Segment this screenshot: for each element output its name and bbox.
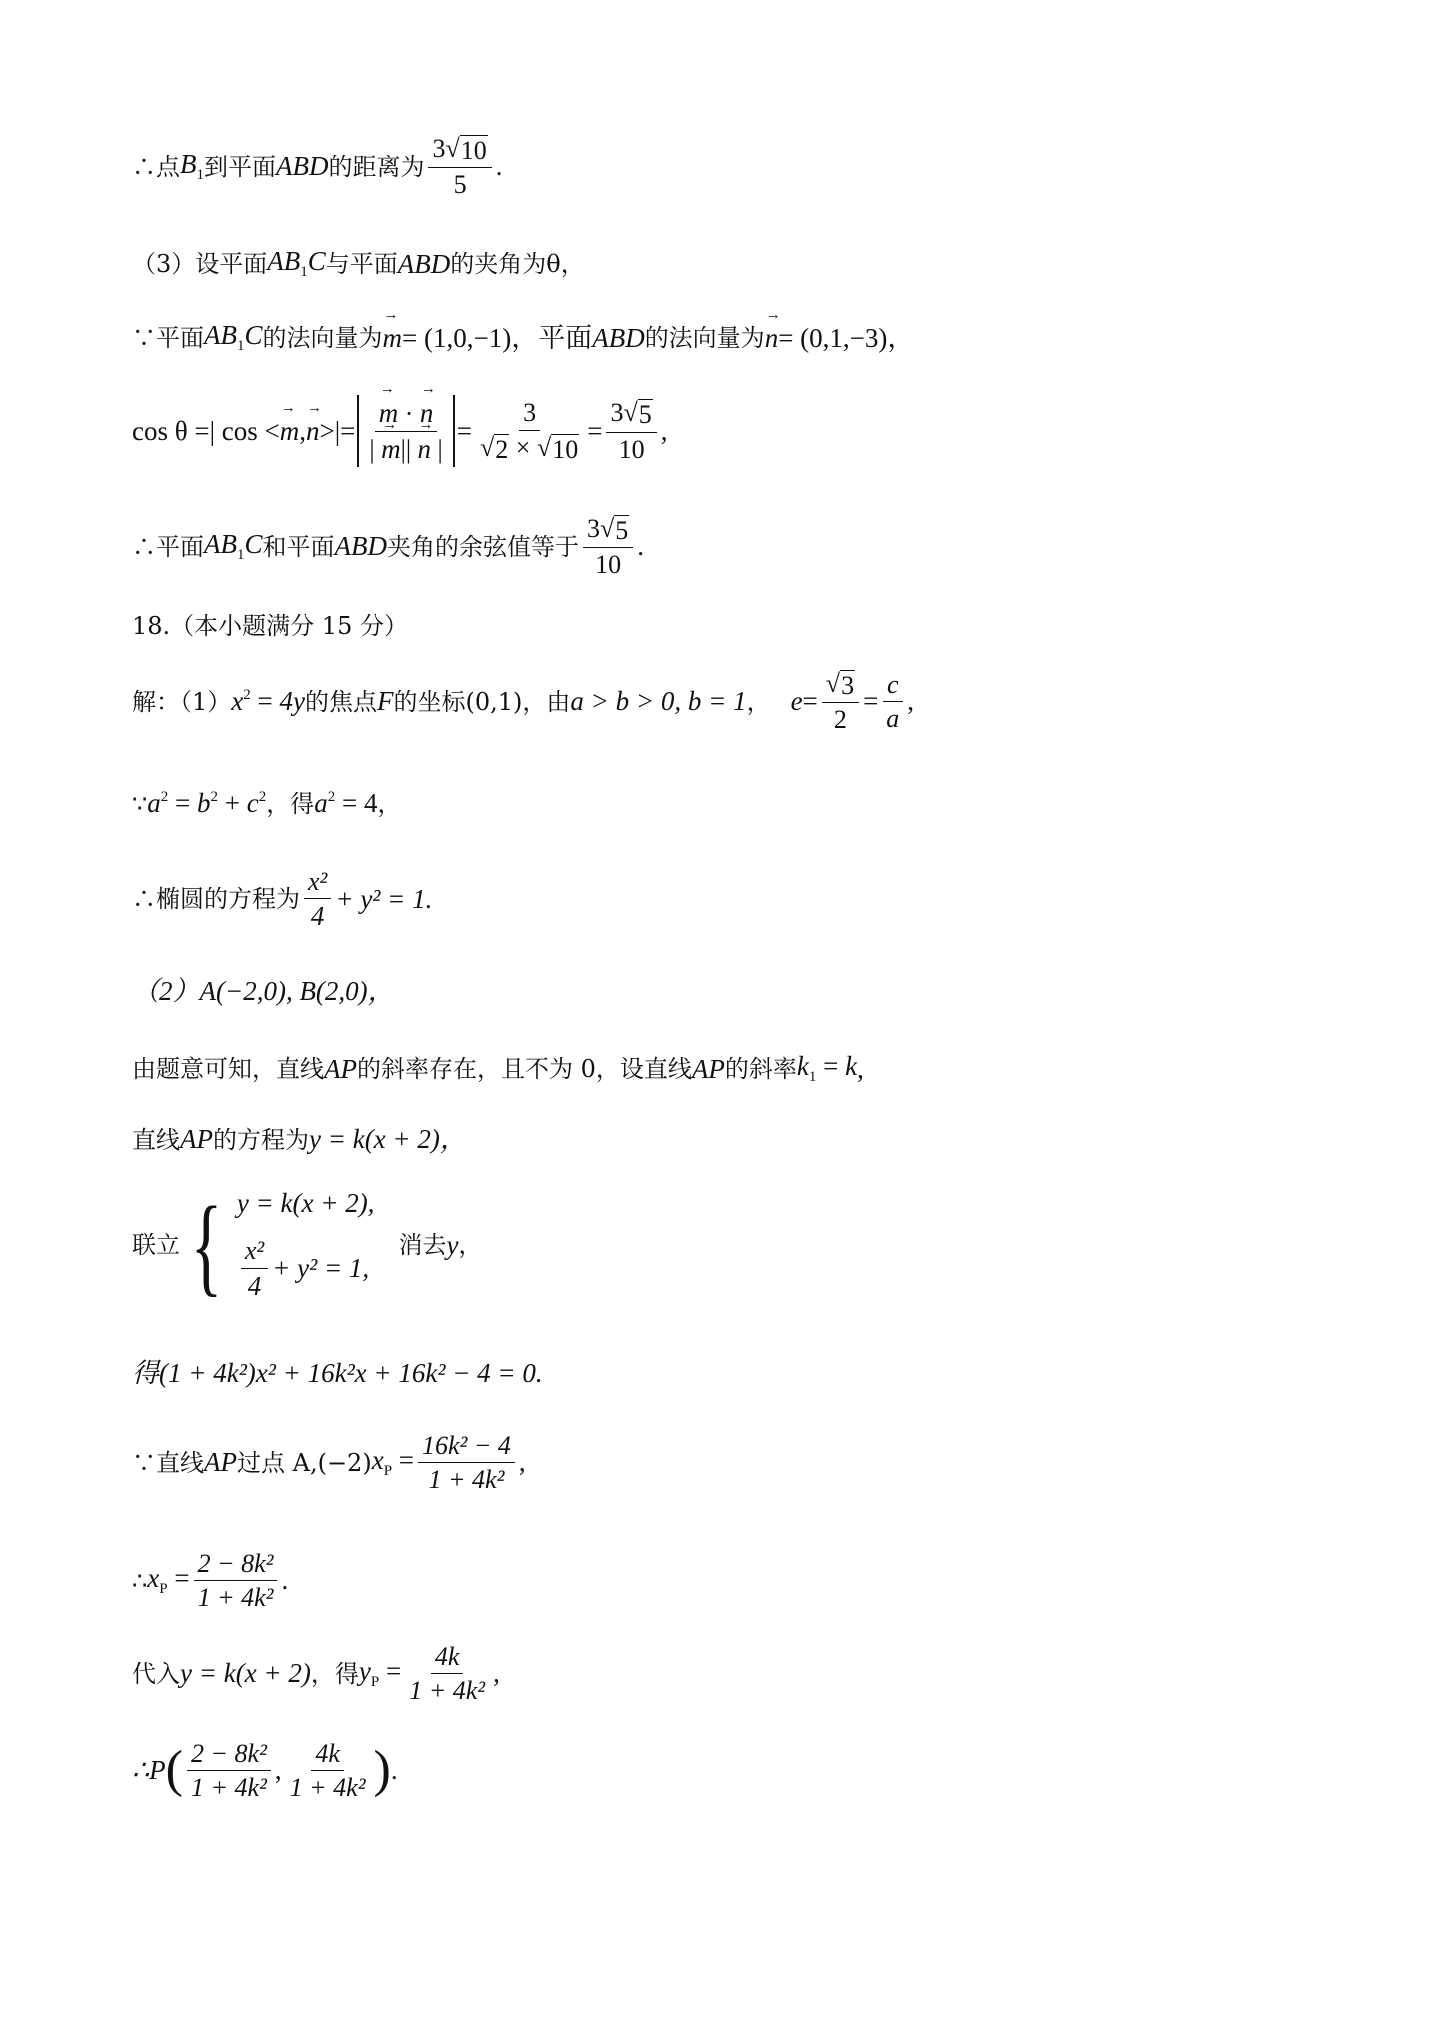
text: ∴平面: [132, 532, 204, 561]
equals: =: [802, 686, 818, 717]
text: 由题意可知，直线: [132, 1055, 324, 1083]
line-xp: [132, 1550, 288, 1612]
denominator: 1 + 4k²: [409, 1676, 486, 1706]
denominator: 10: [595, 550, 622, 580]
denominator: 10: [618, 434, 645, 464]
text: 的距离为: [328, 152, 425, 181]
text: 到平面: [204, 152, 276, 181]
system-row-2: [237, 1237, 375, 1300]
period: .: [281, 1565, 289, 1596]
equals: =: [456, 415, 472, 446]
text: ∵平面: [132, 324, 204, 352]
line-normal-vectors: [132, 322, 914, 354]
text: 消去: [398, 1231, 447, 1259]
line-ap: AP: [180, 1124, 213, 1154]
fraction-c-over-a: [882, 671, 903, 733]
text: ∵直线: [132, 1448, 204, 1477]
period: .: [390, 1755, 398, 1786]
radicand: 10: [552, 434, 579, 464]
text: ∴椭圆的方程为: [132, 885, 300, 914]
denominator: 4: [310, 901, 325, 932]
fraction-value: 3 √ 2 × √ 10: [479, 398, 579, 464]
text: 夹角的余弦值等于: [387, 532, 579, 561]
denominator: 5: [453, 170, 467, 200]
vector-n: → n: [418, 435, 432, 463]
numerator: 2 − 8k²: [194, 1550, 278, 1581]
condition: a > b > 0, b = 1: [570, 686, 747, 717]
question-18-heading: [132, 614, 408, 638]
fraction: 3 √ 10 5: [428, 135, 491, 199]
denominator: a: [886, 704, 900, 734]
fraction-sqrt3-over-2: √ 3 2: [822, 670, 859, 734]
line-ap-equation: [132, 1126, 467, 1153]
heading-text: 18.（本小题满分 15 分）: [132, 612, 408, 640]
period: .: [637, 531, 645, 562]
text: 过点 A,(−2): [237, 1448, 372, 1477]
comma: ,: [493, 1658, 500, 1689]
text: = (1,0,−1)，平面: [402, 322, 593, 353]
text: ，: [377, 789, 402, 818]
slope-eq: $k_1 = k$: [796, 1051, 858, 1085]
therefore-text: ∴点: [132, 152, 180, 181]
comma: ,: [660, 415, 668, 446]
yp-label: $y_P$ =: [358, 1655, 402, 1690]
comma: ,: [857, 1053, 864, 1084]
fraction-x2-over-4: [241, 1237, 268, 1300]
cos-label: cos θ =| cos <: [132, 415, 280, 446]
denominator: 1 + 4k²: [191, 1773, 267, 1803]
points-text: （2）A(−2,0), B(2,0)，: [132, 976, 395, 1006]
radicand: 3: [841, 671, 855, 700]
denominator: 1 + 4k²: [289, 1773, 366, 1803]
text: 代入: [132, 1659, 180, 1688]
radicand: 5: [615, 516, 629, 545]
text: = (0,1,−3)，: [778, 322, 915, 353]
abs-bar-left: [357, 395, 359, 467]
text: ∴: [132, 1566, 148, 1595]
denominator: 4: [247, 1270, 262, 1301]
line-distance-b1: [132, 135, 503, 199]
line-vieta: [132, 1432, 526, 1494]
xp-label: $x_P$ =: [147, 1562, 190, 1597]
line-point-p: [132, 1740, 398, 1802]
vector-m: → m: [280, 418, 300, 445]
coef: 3: [610, 398, 624, 428]
fraction-xp: [187, 1740, 271, 1802]
fraction-answer: 3 √ 5 10: [606, 399, 656, 463]
text: 的法向量为: [644, 324, 765, 352]
fraction-product: [418, 1432, 515, 1494]
period: .: [495, 151, 503, 182]
vector-n: → n: [306, 418, 320, 445]
text: 与平面: [325, 250, 398, 278]
fraction-yp: [405, 1643, 489, 1705]
text: 联立: [132, 1231, 180, 1259]
numerator: x²: [241, 1237, 268, 1268]
equals: =: [863, 686, 879, 717]
plane-ab1c: $AB_1C$: [267, 246, 326, 280]
plane-abd: ABD: [276, 151, 329, 182]
text: 的坐标(0,1)，由: [393, 687, 571, 716]
abs-bar-right: [453, 395, 455, 467]
text: ，: [458, 1231, 483, 1259]
right-paren: ): [373, 1741, 391, 1799]
numerator: 4k: [311, 1740, 344, 1771]
fraction-xp: [194, 1550, 278, 1612]
fraction-x2-over-4: [304, 868, 331, 931]
text: ，得: [266, 789, 315, 818]
vector-n: → n: [420, 399, 434, 427]
equation: y = k(x + 2): [180, 1658, 311, 1689]
radicand: 10: [460, 136, 487, 165]
fraction-answer: 3 √ 5 10: [583, 515, 633, 579]
text: （3）设平面: [132, 250, 268, 278]
numerator: 2 − 8k²: [187, 1740, 271, 1771]
line-a-squared: [132, 790, 401, 817]
text: 直线: [132, 1125, 180, 1154]
left-brace: {: [190, 1184, 223, 1306]
left-paren: (: [165, 1741, 183, 1799]
line-ap: AP: [204, 1447, 237, 1478]
equation-tail: + y² = 1.: [335, 883, 433, 914]
line-system: [132, 1184, 483, 1306]
line-ellipse-equation: [132, 868, 432, 931]
comma: ,: [518, 1447, 526, 1478]
denominator: 2: [833, 705, 847, 735]
plane-abd: ABD: [334, 531, 387, 562]
plane-abd: ABD: [397, 248, 451, 279]
coef: 3: [587, 514, 600, 543]
comma: ,: [274, 1755, 282, 1786]
text: 的焦点: [304, 687, 377, 716]
denominator: 1 + 4k²: [197, 1583, 274, 1613]
radicand: 5: [638, 400, 652, 430]
text: 的斜率存在，且不为 0，设直线: [357, 1055, 692, 1083]
equation-system: [237, 1190, 375, 1300]
vector-n: → n: [765, 325, 779, 352]
parabola: $x^2 = 4y$: [231, 686, 305, 717]
focus-f: F: [376, 686, 394, 717]
system-row-1: y = k(x + 2),: [236, 1188, 375, 1218]
line-ap: AP: [324, 1053, 357, 1084]
text: 的法向量为: [262, 324, 383, 352]
point-p: ∴P: [132, 1755, 166, 1786]
line-ap: AP: [691, 1053, 725, 1084]
text: 的夹角为θ，: [450, 250, 585, 278]
plane-abd: ABD: [592, 322, 645, 353]
plane-ab1c: $AB_1C$: [204, 320, 263, 354]
equation: $a^2 = 4$: [314, 788, 378, 818]
xp-label: $x_P$ =: [371, 1444, 415, 1479]
comma: ,: [907, 686, 915, 717]
numerator: x²: [304, 868, 331, 899]
numerator: c: [883, 671, 903, 702]
line-points-ab: [132, 978, 395, 1005]
text: 的方程为: [213, 1125, 309, 1154]
equation: y = k(x + 2)，: [309, 1124, 467, 1154]
numerator: 4k: [431, 1643, 464, 1674]
line-cos-conclusion: [132, 515, 644, 579]
text: ，: [746, 687, 771, 716]
line-angle-theta: [132, 248, 585, 280]
quadratic-equation: 得(1 + 4k²)x² + 16k²x + 16k² − 4 = 0.: [132, 1358, 543, 1388]
comma: ,: [299, 415, 307, 446]
row-tail: + y² = 1,: [272, 1253, 370, 1284]
line-ellipse-setup: [132, 670, 914, 734]
eccentricity-e: e: [790, 686, 803, 717]
equation: $a^2 = b^2 + c^2$: [147, 788, 267, 818]
var-y: y: [446, 1229, 459, 1260]
vector-m: → m: [379, 399, 399, 427]
plane-ab1c: $AB_1C$: [204, 528, 263, 563]
text: ，得: [310, 1659, 359, 1688]
fraction-dot-product: → $\frac{m \cdot \to n}{| \to m|| \to n |}$: [365, 399, 446, 463]
line-yp: [132, 1643, 500, 1705]
text: >|=: [319, 415, 356, 446]
vector-m: → m: [381, 435, 401, 463]
line-cos-theta: [132, 395, 667, 467]
line-slope-k: [132, 1053, 864, 1085]
radicand: 2: [495, 434, 509, 464]
fraction-yp: [286, 1740, 370, 1802]
numerator: 3: [519, 399, 540, 430]
text: 解：（1）: [132, 687, 232, 716]
numerator: 16k² − 4: [418, 1432, 515, 1463]
point-b1: $B_1$: [180, 148, 204, 183]
text: ∵: [132, 789, 148, 818]
line-quadratic: [132, 1360, 543, 1387]
vector-m: → m: [383, 325, 403, 352]
coef: 3: [432, 134, 446, 163]
equals: =: [587, 415, 603, 446]
text: 和平面: [262, 532, 335, 561]
denominator: 1 + 4k²: [428, 1465, 505, 1495]
text: 的斜率: [724, 1055, 797, 1083]
